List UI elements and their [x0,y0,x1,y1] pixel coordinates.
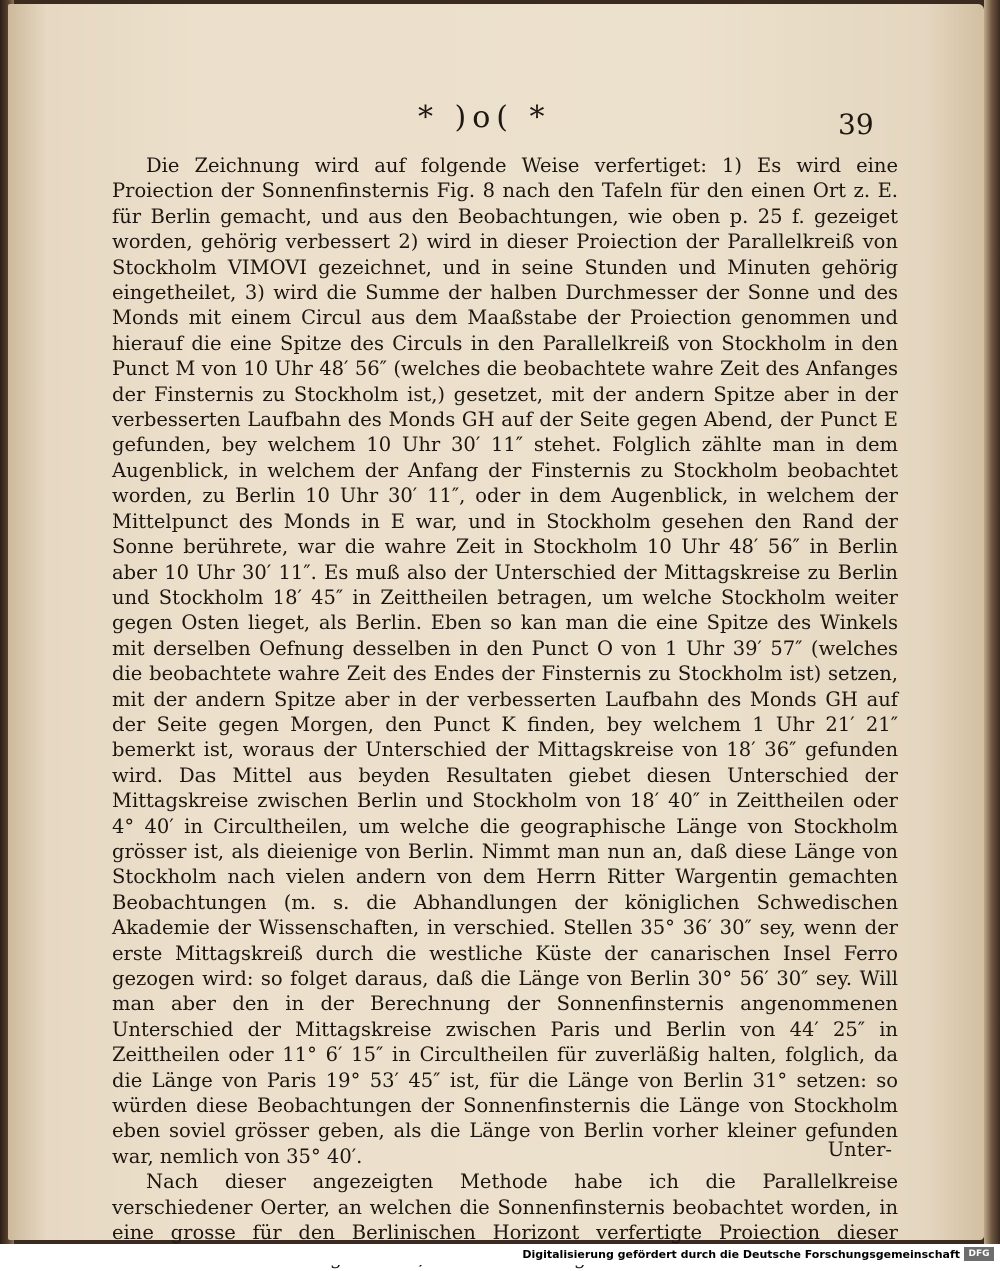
dfg-logo: DFG [964,1247,994,1261]
page-edge [984,0,1000,1244]
footer-bar [0,1244,1000,1265]
funding-credit: Digitalisierung gefördert durch die Deutsche Forschungsgemeinschaft [522,1248,960,1261]
page-number: 39 [838,108,874,141]
body-text [112,153,898,1271]
paragraph-2: Nach dieser angezeigten Methode habe ich die Parallelkreise verschiedener Oerter, an welchen die Sonnenfinsternis beobachtet worden, in eine grosse für den Berlinischen Horizont verfertigte Proiection dieser [112,1170,898,1245]
catchword: Unter- [827,1138,892,1161]
page-header [0,100,1000,140]
header-ornament: * )o( * [418,100,551,135]
paragraph-1: Die Zeichnung wird auf folgende Weise verfertiget: 1) Es wird eine Proiection der Sonnenfinsternis Fig. 8 nach den Tafeln für den einen Ort z. E. für Berlin gemacht, und aus den Beobachtungen, wie oben p. 25 f. gezeiget worden, gehörig verbessert 2) wird in dieser Proiection der Parallelkreiß von Stockholm VIMOVI gezeichnet, und in seine Stunden und Minuten gehörig eingetheilet, 3) wird die Summe der halben Durchmesser der Sonne und des Monds mit einem Circul aus dem Maaßstabe der Proiection genommen und hierauf die eine Spitze des Circuls in den Parallelkreiß von Stockholm in den Punct M von 10 Uhr 48′ 56″ (welches die beobachtete wahre Zeit des Anfanges der Finsternis zu Stockholm ist,) gesetzet, mit der andern Spitze aber in der verbesserten Laufbahn des Monds GH auf der Seite gegen Abend, der Punct E gefunden, bey welchem 10 Uhr 30′ 11″ stehet. Folglich zählte man in dem Augenblick, in welchem der Anfang der Finsternis zu Stockholm beobachtet worden, zu Berlin 10 Uhr 30′ 11″, oder in dem Augenblick, in welchem der Mittelpunct des Monds in E war, und in Stockholm gesehen den Rand der Sonne berührete, war die wahre Zeit in Stockholm 10 Uhr 48′ 56″ in Berlin aber 10 Uhr 30′ 11″. Es muß also der Unterschied der Mittagskreise zu Berlin und Stockholm 18′ 45″ in Zeittheilen betragen, um welche Stockholm weiter gegen Osten lieget, als Berlin. Eben so kan man die eine Spitze des Winkels mit derselben Oefnung desselben in den Punct O von 1 Uhr 39′ 57″ (welches die beobachtete wahre Zeit des Endes der Finsternis zu Stockholm ist) setzen, mit der andern Spitze aber in der verbesserten Laufbahn des Monds GH auf der Seite gegen Morgen, den Punct K finden, bey welchem 1 Uhr 21′ 21″ bemerkt ist, woraus der Unterschied der Mittagskreise von 18′ 36″ gefunden wird. Das Mittel aus beyden Resultaten giebet diesen Unterschied der Mittagskreise zwischen Berlin und Stockholm von 18′ 40″ in Zeittheilen oder 4° 40′ in Circultheilen, um welche die geographische Länge von Stockholm grösser ist, als dieienige von Berlin. Nimmt man nun an, daß diese Länge von Stockholm nach vielen andern von dem Herrn Ritter Wargentin gemachten Beobachtungen (m. s. die Abhandlungen der königlichen Schwedischen Akademie der Wissenschaften, in verschied. Stellen 35° 36′ 30″ sey, wenn der erste Mittagskreiß durch die westliche Küste der canarischen Insel Ferro gezogen wird: so folget daraus, daß die Länge von Berlin 30° 56′ 30″ sey. Will man aber den in der Berechnung der Sonnenfinsternis angenommenen Unterschied der Mittagskreise zwischen Paris und Berlin von 44′ 25″ in Zeittheilen oder 11° 6′ 15″ in Circultheilen für zuverläßig halten, folglich, da die Länge von Paris 19° 53′ 45″ ist, für die Länge von Berlin 31° setzen: so würden diese Beobachtungen der Sonnenfinsternis die Länge von Stockholm eben soviel grösser geben, als die Länge von Berlin vorher kleiner gefunden war, nemlich von 35° 40′. [112,154,898,1168]
